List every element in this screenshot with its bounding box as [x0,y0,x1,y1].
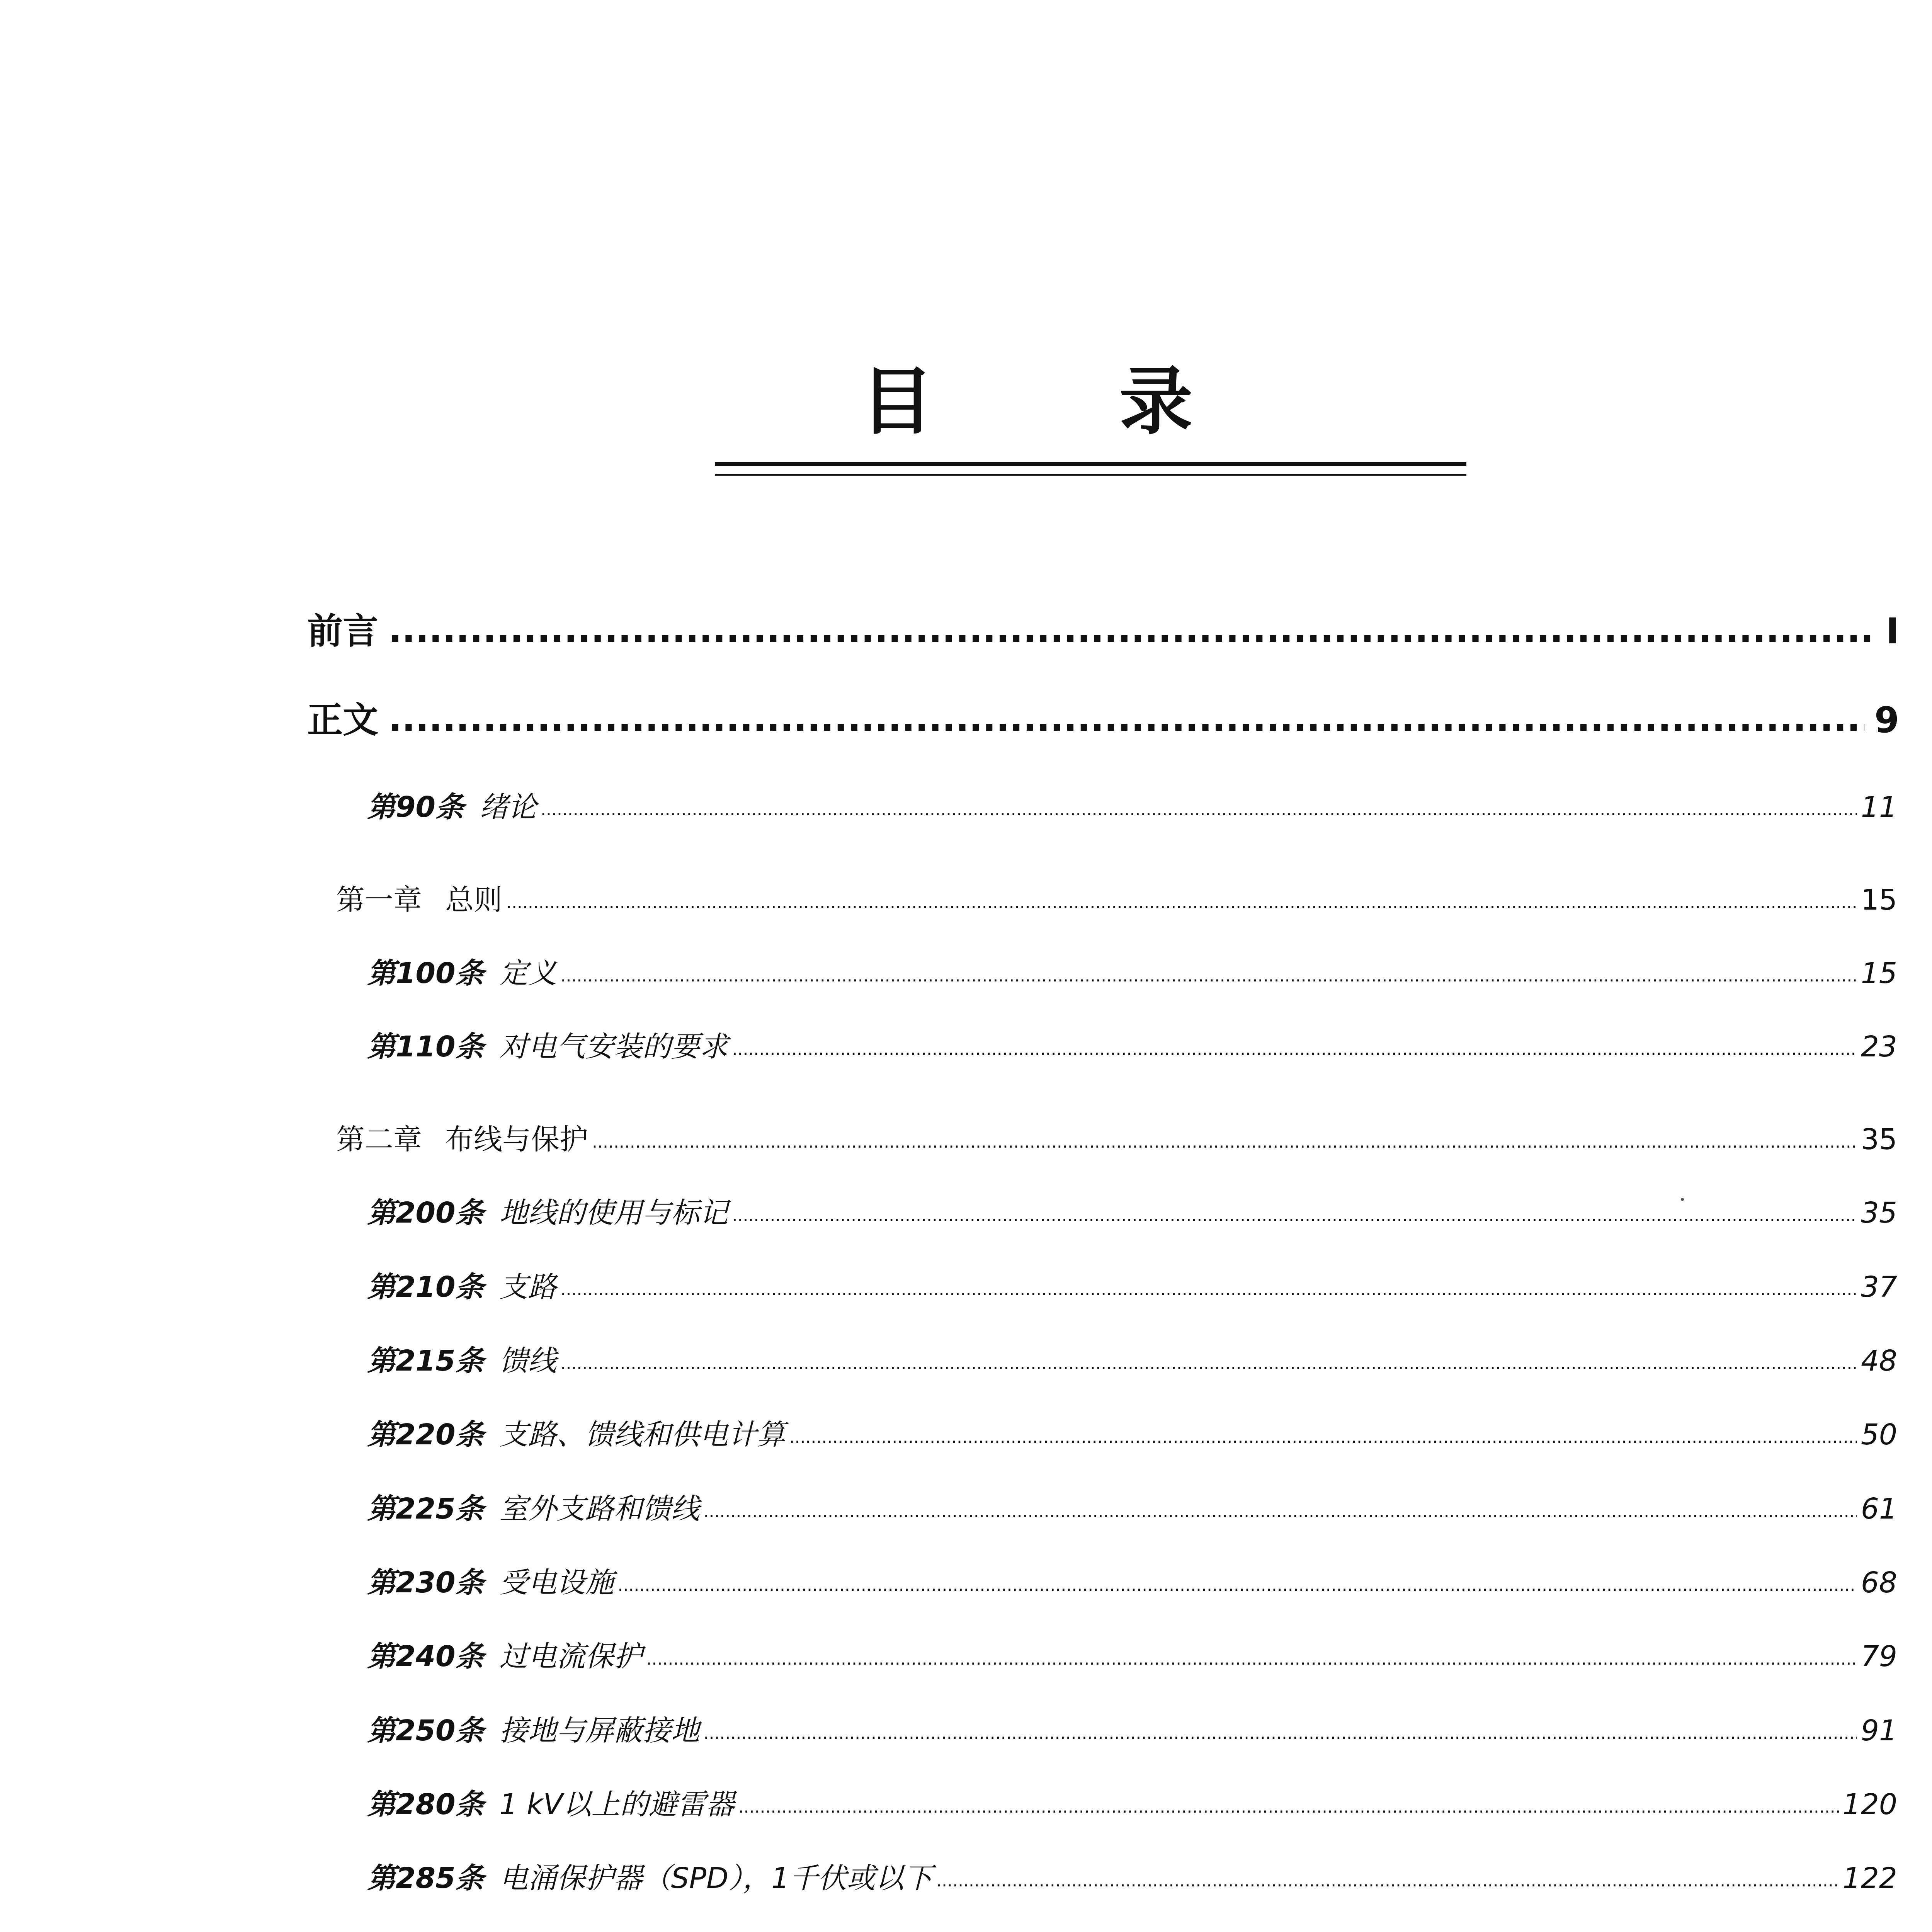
toc-entry-article[interactable] [367,1190,1897,1231]
toc-entry-article[interactable] [367,784,1897,825]
entry-label [367,1708,699,1749]
chapter-number: 第二章 [336,1123,422,1156]
article-title: 对电气安装的要求 [499,1030,728,1063]
dot-leader [738,1797,1839,1817]
toc-entry-article[interactable] [367,1024,1897,1065]
toc-entry-article[interactable] [367,1560,1897,1601]
toc-entry-chapter[interactable] [336,877,1897,918]
article-number: 第110条 [367,1030,484,1063]
article-title: 接地与屏蔽接地 [499,1714,700,1747]
entry-page-number: 35 [1861,1196,1897,1230]
entry-label [367,1634,642,1675]
entry-label [367,1338,556,1379]
article-number: 第90条 [367,791,464,824]
toc-entry-article[interactable] [367,1412,1897,1453]
article-number: 第100条 [367,957,484,990]
title-underline-thick [715,462,1466,466]
toc-entry-article[interactable] [367,951,1897,992]
article-number: 第215条 [367,1344,484,1378]
article-number: 第285条 [367,1862,484,1895]
chapter-title: 布线与保护 [445,1123,588,1156]
toc-entry-article[interactable] [367,1855,1897,1896]
toc-entry-article[interactable] [367,1634,1897,1675]
article-title: 受电设施 [499,1566,614,1599]
entry-label [367,1190,728,1231]
title-underline-thin [715,474,1466,476]
article-number: 第225条 [367,1492,484,1526]
dot-leader [789,1427,1857,1447]
article-title: 支路 [499,1270,557,1304]
entry-page-number: 35 [1861,1123,1897,1156]
dot-leader [732,1206,1857,1225]
entry-label [336,1117,588,1158]
entry-page-number: 9 [1874,699,1899,741]
article-title: 地线的使用与标记 [499,1196,728,1230]
toc-entry-body[interactable] [307,692,1899,743]
article-number: 第220条 [367,1418,484,1451]
toc-entry-chapter[interactable] [336,1117,1897,1158]
toc-entry-preface[interactable] [307,603,1899,654]
dot-leader [646,1649,1857,1669]
entry-label [336,877,502,918]
dot-leader [732,1039,1857,1059]
article-title: 绪论 [479,791,537,824]
entry-page-number: 122 [1842,1862,1897,1895]
entry-page-number: 48 [1861,1344,1897,1378]
entry-label [367,1412,785,1453]
entry-page-number: 15 [1861,957,1897,990]
entry-page-number: 91 [1861,1714,1897,1747]
title-char-1: 目 [860,359,934,444]
dot-leader [560,1354,1857,1373]
scan-speck [1681,1198,1684,1201]
dot-leader [506,893,1857,912]
article-number: 第240条 [367,1640,484,1673]
article-title: 电涌保护器（SPD），1千伏或以下 [499,1862,933,1895]
entry-label [367,1486,699,1527]
toc-entry-article[interactable] [367,1708,1897,1749]
dot-leader [617,1575,1857,1595]
dot-leader [703,1502,1857,1521]
page-title [0,359,1932,444]
entry-page-number: 120 [1842,1788,1897,1821]
article-number: 第210条 [367,1270,484,1304]
entry-label [367,1782,735,1823]
entry-label [367,1024,728,1065]
entry-label [367,1560,614,1601]
article-number: 第250条 [367,1714,484,1747]
entry-page-number: 37 [1861,1270,1897,1304]
article-number: 第200条 [367,1196,484,1230]
entry-label [367,784,537,825]
chapter-number: 第一章 [336,883,422,917]
title-char-2: 录 [1119,359,1193,444]
toc-entry-article[interactable] [367,1264,1897,1305]
chapter-title: 总则 [445,883,502,917]
entry-label [367,1855,932,1896]
dot-leader [703,1723,1857,1743]
entry-page-number: 79 [1861,1640,1897,1673]
entry-page-number: 15 [1861,883,1897,917]
dot-leader [541,800,1857,820]
entry-label: 前言 [307,611,379,652]
entry-label [367,1264,556,1305]
toc-entry-article[interactable] [367,1486,1897,1527]
article-title: 支路、馈线和供电计算 [499,1418,786,1451]
dot-leader [936,1871,1839,1891]
dot-leader [560,966,1857,986]
entry-label: 正文 [307,699,379,741]
dot-leader [388,609,1876,650]
entry-page-number: 50 [1861,1418,1897,1451]
toc-entry-article[interactable] [367,1338,1897,1379]
entry-page-number: I [1886,611,1899,652]
article-number: 第280条 [367,1788,484,1821]
article-number: 第230条 [367,1566,484,1599]
article-title: 馈线 [499,1344,557,1378]
entry-page-number: 23 [1861,1030,1897,1063]
toc-entry-article[interactable] [367,1782,1897,1823]
entry-page-number: 61 [1861,1492,1897,1526]
dot-leader [560,1280,1857,1299]
entry-page-number: 11 [1861,791,1897,824]
entry-page-number: 68 [1861,1566,1897,1599]
article-title: 过电流保护 [499,1640,643,1673]
dot-leader [592,1132,1857,1152]
article-title: 1 kV以上的避雷器 [499,1788,735,1821]
entry-label [367,951,556,992]
article-title: 室外支路和馈线 [499,1492,700,1526]
dot-leader [388,698,1864,739]
article-title: 定义 [499,957,557,990]
